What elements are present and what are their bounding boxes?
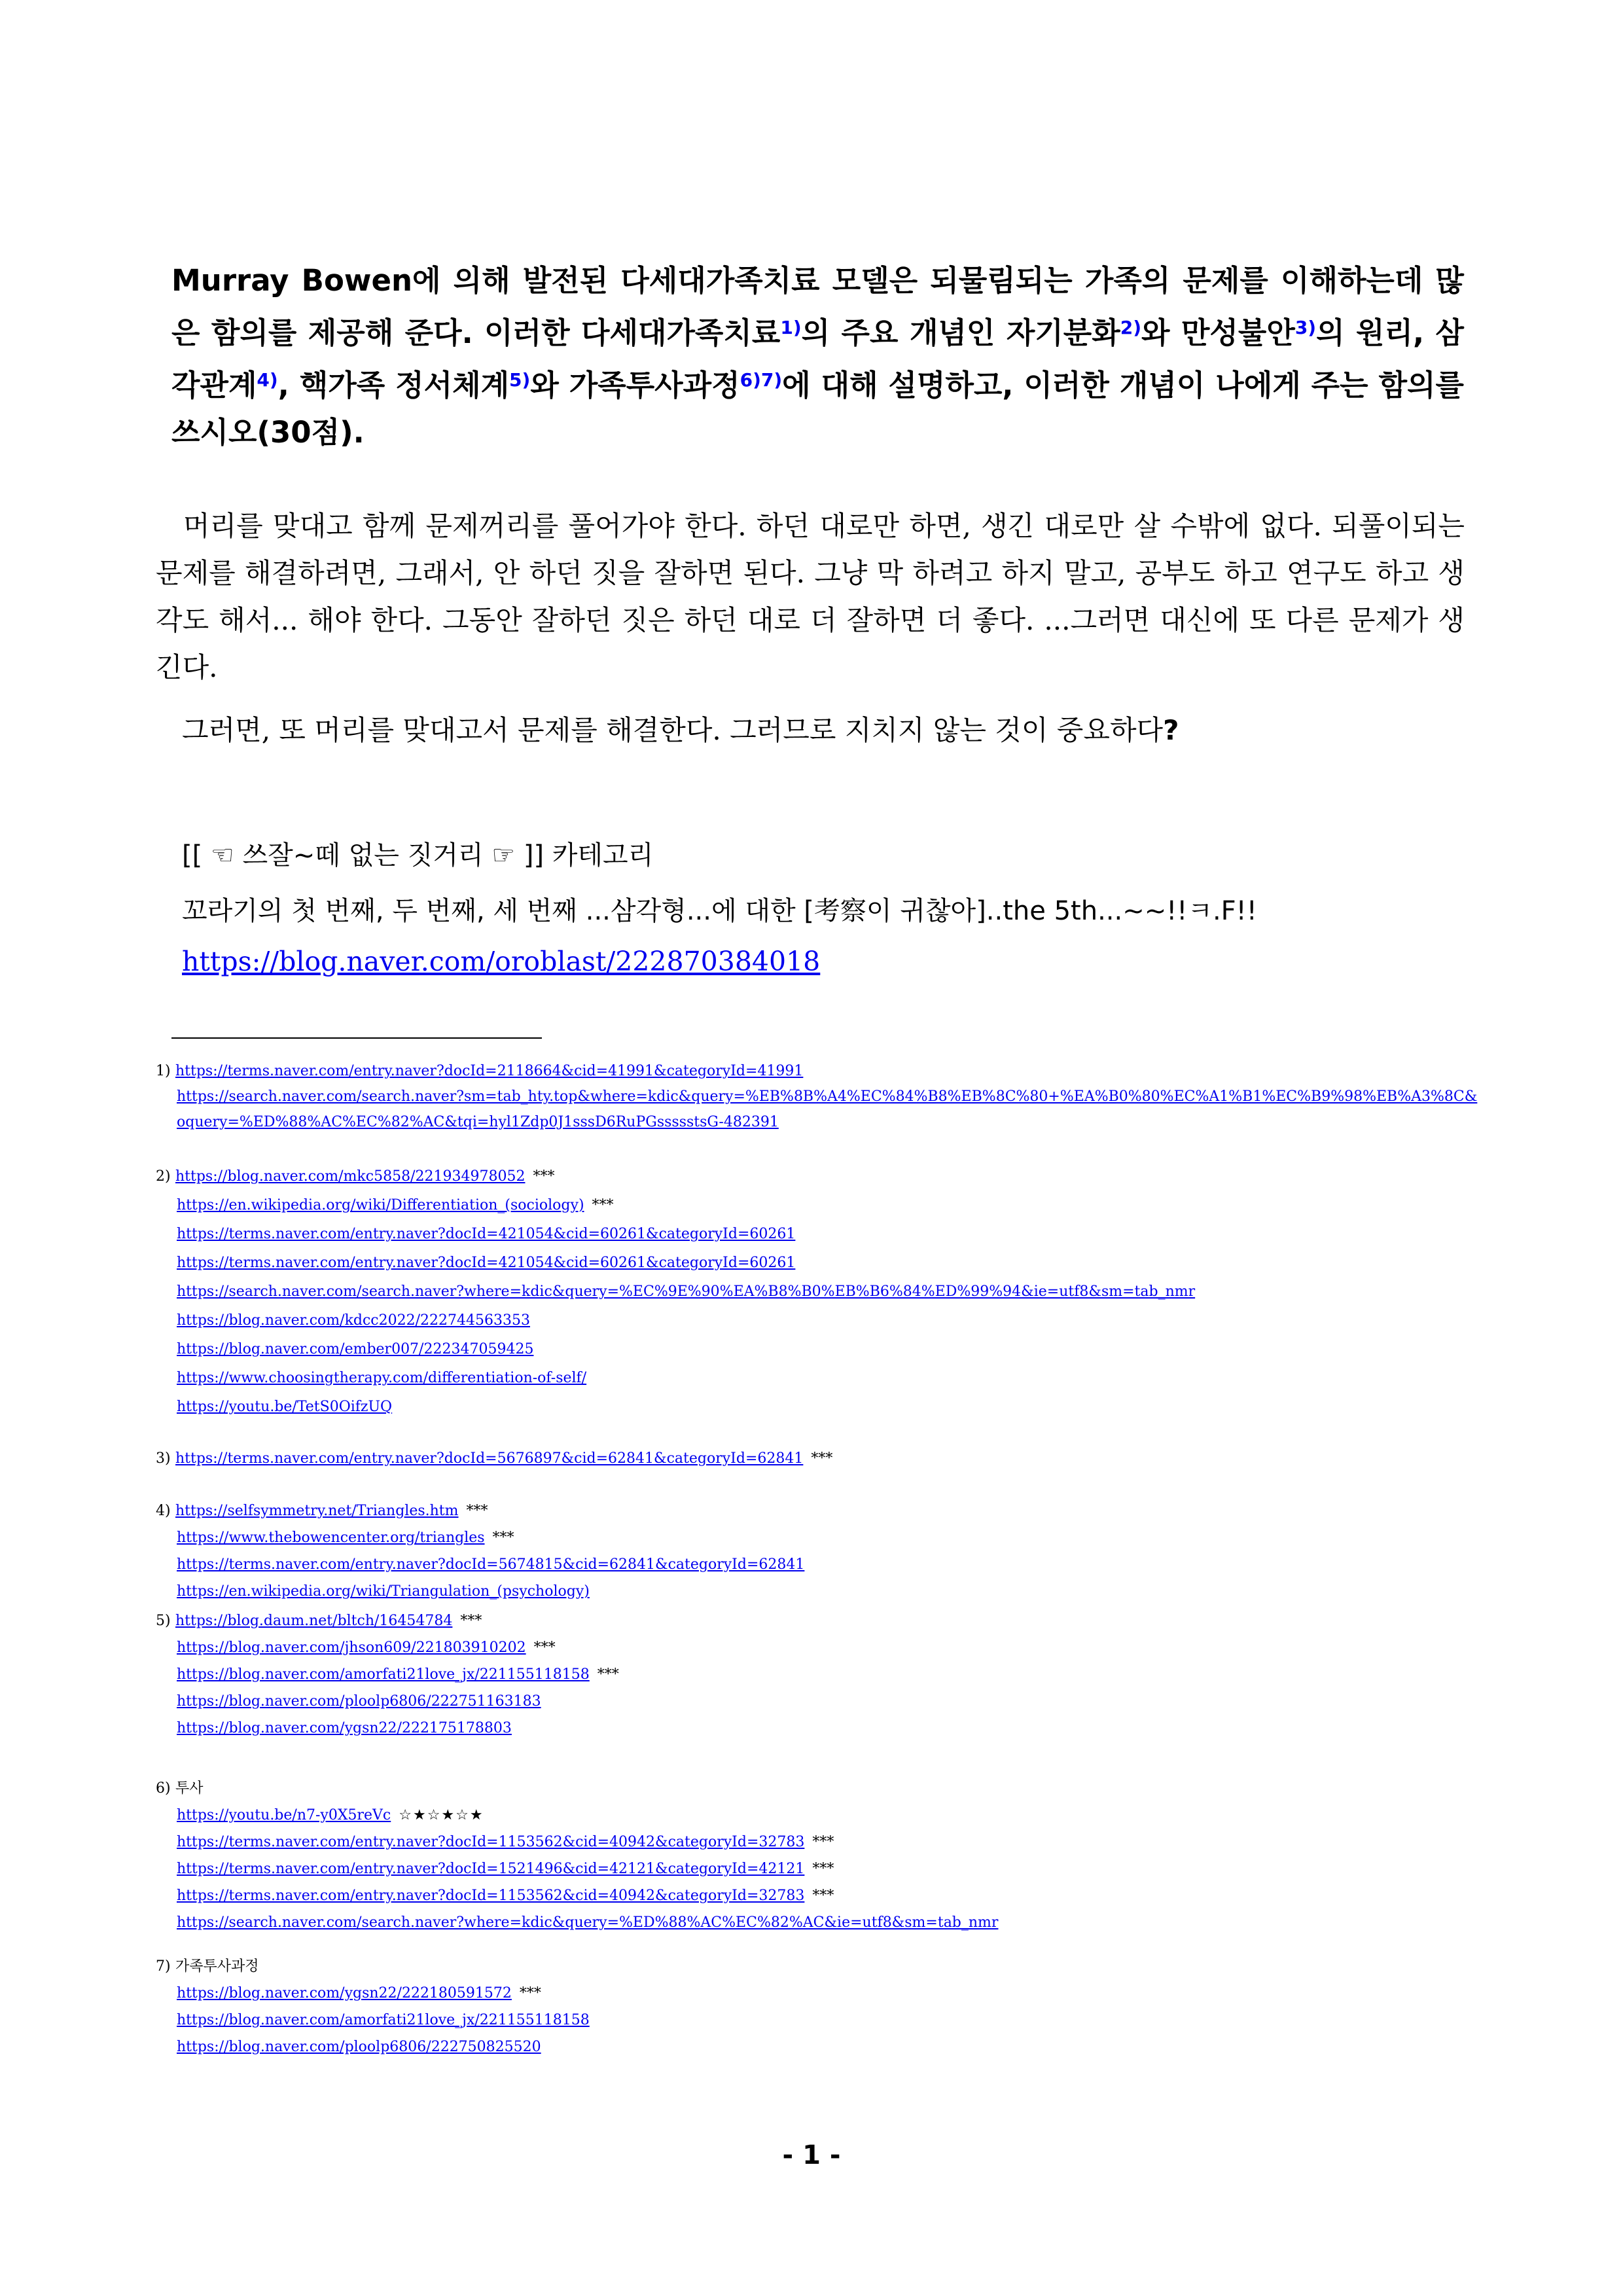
footnote-link[interactable]: https://blog.naver.com/kdcc2022/222744563353: [177, 1312, 530, 1329]
footnote-number: 7): [156, 1958, 171, 1975]
footnote-link[interactable]: https://blog.naver.com/ygsn22/222175178803: [177, 1720, 512, 1736]
footnote-link[interactable]: https://terms.naver.com/entry.naver?docId=2118664&cid=41991&categoryId=41991: [175, 1063, 804, 1079]
question-text-5: , 핵가족 정서체계: [277, 368, 510, 403]
importance-stars: ***: [597, 1666, 619, 1683]
main-blog-link[interactable]: https://blog.naver.com/oroblast/222870384018: [182, 946, 821, 977]
body-paragraph-1: 머리를 맞대고 함께 문제꺼리를 풀어가야 한다. 하던 대로만 하면, 생긴 대로만 살 수밖에 없다. 되풀이되는 문제를 해결하려면, 그래서, 안 하던 짓을 잘하면 된다. 그냥 막 하려고 하지 말고, 공부도 하고 연구도 하고 생각도 해서... 해야 한다. 그동안 잘하던 짓은 하던 대로 더 잘하면 더 좋다. ...그러면 대신에 또 다른 문제가 생긴다.: [156, 510, 1465, 683]
importance-stars: ***: [812, 1861, 834, 1877]
footnote-link[interactable]: https://www.thebowencenter.org/triangles: [177, 1530, 485, 1546]
footnote-number: 6): [156, 1780, 171, 1797]
footnote-7: [156, 1954, 590, 2060]
importance-stars: ***: [812, 1834, 834, 1850]
question-text-2: 의 주요 개념인 자기분화: [801, 315, 1120, 350]
subtitle-line: 꼬라기의 첫 번째, 두 번째, 세 번째 ...삼각형...에 대한 [考察이 귀찮아]..the 5th...~~!!ㅋ.F!!: [182, 896, 1257, 926]
importance-stars: ***: [492, 1530, 514, 1546]
body-paragraph-2-text: 그러면, 또 머리를 맞대고서 문제를 해결한다. 그러므로 지치지 않는 것이 중요하다: [182, 714, 1164, 746]
footnote-link[interactable]: https://blog.naver.com/amorfati21love_jx/221155118158: [177, 1666, 590, 1683]
footnote-ref-5[interactable]: 5): [509, 369, 531, 391]
footnote-link[interactable]: https://www.choosingtherapy.com/differentiation-of-self/: [177, 1370, 587, 1386]
question-text-6: 와 가족투사과정: [530, 368, 740, 403]
question-heading: [171, 257, 1464, 456]
footnote-title: 가족투사과정: [175, 1958, 259, 1975]
footnote-ref-1[interactable]: 1): [780, 317, 802, 338]
footnote-link[interactable]: https://terms.naver.com/entry.naver?docId=1153562&cid=40942&categoryId=32783: [177, 1888, 805, 1904]
footnote-link[interactable]: https://blog.naver.com/ploolp6806/222750825520: [177, 2039, 541, 2055]
importance-stars: ***: [811, 1450, 833, 1467]
footnote-link[interactable]: https://terms.naver.com/entry.naver?docId=1521496&cid=42121&categoryId=42121: [177, 1861, 805, 1877]
footnote-ref-2[interactable]: 2): [1120, 317, 1141, 338]
footnote-link[interactable]: https://search.naver.com/search.naver?where=kdic&query=%EC%9E%90%EA%B8%B0%EB%B6%84%ED%99%94&ie=utf8&sm=tab_nmr: [177, 1283, 1196, 1300]
importance-stars: ***: [466, 1503, 488, 1519]
footnote-number: 1): [156, 1063, 171, 1079]
rating-stars: ☆★☆★☆★: [399, 1807, 484, 1823]
footnote-link[interactable]: https://blog.naver.com/jhson609/221803910202: [177, 1640, 526, 1656]
footnote-link[interactable]: https://blog.naver.com/ploolp6806/222751163183: [177, 1693, 541, 1710]
footnote-link[interactable]: https://youtu.be/TetS0OifzUQ: [177, 1399, 393, 1415]
footnote-4: [156, 1498, 804, 1604]
question-text-7: 에 대해 설명하고, 이러한 개념이 나에게 주는 함의를 쓰시오(30점).: [171, 368, 1464, 450]
footnote-ref-4[interactable]: 4): [257, 369, 278, 391]
footnote-link[interactable]: https://en.wikipedia.org/wiki/Differentiation_(sociology): [177, 1197, 584, 1213]
footnote-number: 2): [156, 1168, 171, 1185]
footnote-link[interactable]: https://terms.naver.com/entry.naver?docId=5676897&cid=62841&categoryId=62841: [175, 1450, 804, 1467]
importance-stars: ***: [533, 1168, 555, 1185]
importance-stars: ***: [460, 1613, 482, 1629]
importance-stars: ***: [533, 1640, 556, 1656]
importance-stars: ***: [812, 1888, 834, 1904]
footnote-5: [156, 1608, 619, 1741]
footnote-ref-3[interactable]: 3): [1294, 317, 1317, 338]
question-text-4: 의 원리, 삼각관계: [171, 315, 1464, 403]
footnote-link[interactable]: https://selfsymmetry.net/Triangles.htm: [175, 1503, 459, 1519]
importance-stars: ***: [519, 1985, 541, 2001]
category-line: [[ ☜ 쓰잘~떼 없는 짓거리 ☞ ]] 카테고리: [182, 840, 654, 870]
footnote-link[interactable]: https://terms.naver.com/entry.naver?docId=5674815&cid=62841&categoryId=62841: [177, 1556, 805, 1573]
footnote-6: [156, 1776, 998, 1935]
footnote-number: 3): [156, 1450, 171, 1467]
footnote-link[interactable]: https://terms.naver.com/entry.naver?docId=1153562&cid=40942&categoryId=32783: [177, 1834, 805, 1850]
footnote-number: 5): [156, 1613, 171, 1629]
footnote-1: [156, 1058, 1486, 1135]
footnote-3: [156, 1446, 832, 1471]
footnote-link[interactable]: https://terms.naver.com/entry.naver?docId=421054&cid=60261&categoryId=60261: [177, 1226, 796, 1242]
question-mark: ?: [1163, 714, 1179, 746]
footnote-link[interactable]: https://blog.naver.com/ember007/222347059425: [177, 1341, 534, 1357]
footnote-link[interactable]: https://search.naver.com/search.naver?sm=tab_hty.top&where=kdic&query=%EB%8B%A4%EC%84%B8%EB%8C%80+%EA%B0%80%EC%A1%B1%EC%B9%98%EB%A3%8C&oquery=%ED%88%AC%EC%82%AC&tqi=hyl1Zdp0J1sssD6RuPGssssstsG-482391: [177, 1088, 1478, 1130]
footnote-link[interactable]: https://blog.naver.com/mkc5858/221934978052: [175, 1168, 526, 1185]
importance-stars: ***: [592, 1197, 614, 1213]
footnote-link[interactable]: https://terms.naver.com/entry.naver?docId=421054&cid=60261&categoryId=60261: [177, 1255, 796, 1271]
footnote-link[interactable]: https://blog.daum.net/bltch/16454784: [175, 1613, 453, 1629]
footnote-link[interactable]: https://blog.naver.com/ygsn22/222180591572: [177, 1985, 512, 2001]
footnote-separator: [171, 1037, 542, 1039]
footnote-title: 투사: [175, 1780, 204, 1797]
footnote-link[interactable]: https://en.wikipedia.org/wiki/Triangulation_(psychology): [177, 1583, 590, 1600]
page-number: - 1 -: [782, 2140, 841, 2170]
footnote-link[interactable]: https://search.naver.com/search.naver?where=kdic&query=%ED%88%AC%EC%82%AC&ie=utf8&sm=tab_nmr: [177, 1914, 999, 1931]
question-text-3: 와 만성불안: [1141, 315, 1295, 350]
footnote-link[interactable]: https://youtu.be/n7-y0X5reVc: [177, 1807, 391, 1823]
footnote-2: [156, 1164, 1195, 1420]
footnote-ref-6-7[interactable]: 6)7): [740, 369, 783, 391]
body-paragraph-2: [182, 707, 1491, 754]
footnote-number: 4): [156, 1503, 171, 1519]
question-text-1: Murray Bowen에 의해 발전된 다세대가족치료 모델은 되물림되는 가족의 문제를 이해하는데 많은 함의를 제공해 준다. 이러한 다세대가족치료: [171, 263, 1464, 350]
footnote-link[interactable]: https://blog.naver.com/amorfati21love_jx/221155118158: [177, 2012, 590, 2028]
